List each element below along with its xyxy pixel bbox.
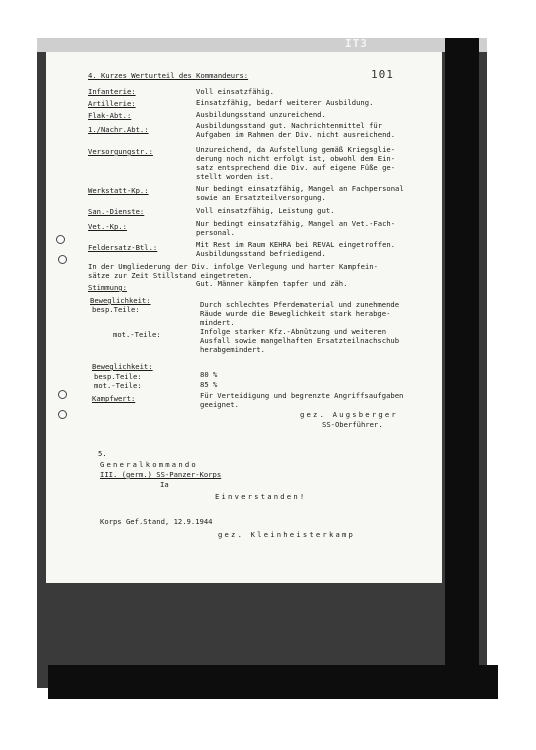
endorsement-einverstanden: Einverstanden! <box>215 492 307 501</box>
unit-text-nachr: Ausbildungsstand gut. Nachrichtenmittel für <box>196 121 383 130</box>
unit-label-flak: Flak-Abt.: <box>88 111 132 120</box>
beweglichkeit-label: Beweglichkeit: <box>90 296 151 305</box>
endorsement-place-date: Korps Gef.Stand, 12.9.1944 <box>100 517 213 526</box>
unit-label-san: San.-Dienste: <box>88 207 145 216</box>
paragraph-line: In der Umgliederung der Div. infolge Verlegung und harter Kampfein- <box>88 262 378 271</box>
mot-teile-label: mot.-Teile: <box>94 381 142 390</box>
paragraph-line: sätze zur Zeit Stillstand eingetreten. <box>88 271 253 280</box>
mot-teile-text: Ausfall sowie mangelhaften Ersatzteilnachschub <box>200 336 400 345</box>
unit-text-versorgung: derung noch nicht erfolgt ist, obwohl dem Ein- <box>196 154 396 163</box>
unit-label-vet: Vet.-Kp.: <box>88 222 127 231</box>
unit-label-versorgung: Versorgungstr.: <box>88 147 153 156</box>
unit-text-versorgung: Unzureichend, da Aufstellung gemäß Kriegsglie- <box>196 145 396 154</box>
unit-text-vet: Nur bedingt einsatzfähig, Mangel an Vet.-Fach- <box>196 219 396 228</box>
endorsement-generalkommando: Generalkommando <box>100 460 198 469</box>
mot-teile-text: Infolge starker Kfz.-Abnützung und weiteren <box>200 327 387 336</box>
unit-text-versorgung: stellt worden ist. <box>196 172 274 181</box>
unit-text-nachr: Aufgaben im Rahmen der Div. nicht ausreichend. <box>196 130 396 139</box>
section-heading: 4. Kurzes Werturteil des Kommandeurs: <box>88 71 249 80</box>
unit-label-nachr: 1./Nachr.Abt.: <box>88 125 149 134</box>
endorsement-number: 5. <box>98 449 107 458</box>
punch-hole <box>58 255 67 264</box>
film-edge-mark: IT3 <box>345 37 368 50</box>
unit-text-infanterie: Voll einsatzfähig. <box>196 87 274 96</box>
besp-teile-text: Durch schlechtes Pferdematerial und zunehmende <box>200 300 400 309</box>
punch-hole <box>56 235 65 244</box>
page-number: 101 <box>371 68 394 81</box>
kampfwert-label: Kampfwert: <box>92 394 136 403</box>
besp-teile-text: mindert. <box>200 318 235 327</box>
unit-text-werkstatt: Nur bedingt einsatzfähig, Mangel an Fachpersonal <box>196 184 404 193</box>
film-bottom-stripe <box>48 665 498 699</box>
unit-text-versorgung: satz entsprechend die Div. auf eigene Füße ge- <box>196 163 396 172</box>
unit-label-feldersatz: Feldersatz-Btl.: <box>88 243 158 252</box>
unit-label-werkstatt: Werkstatt-Kp.: <box>88 186 149 195</box>
stimmung-text: Gut. Männer kämpfen tapfer und zäh. <box>196 279 348 288</box>
besp-teile-value: 80 % <box>200 370 218 379</box>
besp-teile-label: besp.Teile: <box>92 305 140 314</box>
unit-text-artillerie: Einsatzfähig, bedarf weiterer Ausbildung. <box>196 98 374 107</box>
stimmung-label: Stimmung: <box>88 283 127 292</box>
kampfwert-text: geeignet. <box>200 400 239 409</box>
unit-text-flak: Ausbildungsstand unzureichend. <box>196 110 326 119</box>
unit-label-infanterie: Infanterie: <box>88 87 136 96</box>
mot-teile-label: mot.-Teile: <box>113 330 161 339</box>
signature-augsberger: gez. Augsberger <box>300 410 398 419</box>
film-top-edge <box>37 38 487 52</box>
mot-teile-text: herabgemindert. <box>200 345 265 354</box>
unit-text-werkstatt: sowie an Ersatzteilversorgung. <box>196 193 326 202</box>
unit-text-feldersatz: Mit Rest im Raum KEHRA bei REVAL eingetroffen. <box>196 240 396 249</box>
endorsement-korps: III. (germ.) SS-Panzer-Korps <box>100 470 222 479</box>
besp-teile-text: Räude wurde die Beweglichkeit stark herabge- <box>200 309 391 318</box>
signature-kleinheisterkamp: gez. Kleinheisterkamp <box>218 530 356 539</box>
mot-teile-value: 85 % <box>200 380 218 389</box>
unit-label-artillerie: Artillerie: <box>88 99 136 108</box>
punch-hole <box>58 410 67 419</box>
unit-text-feldersatz: Ausbildungsstand befriedigend. <box>196 249 326 258</box>
film-right-stripe <box>445 38 479 678</box>
signature-rank: SS-Oberführer. <box>322 420 383 429</box>
endorsement-ia: Ia <box>160 480 169 489</box>
unit-text-san: Voll einsatzfähig, Leistung gut. <box>196 206 335 215</box>
kampfwert-text: Für Verteidigung und begrenzte Angriffsaufgaben <box>200 391 404 400</box>
besp-teile-label: besp.Teile: <box>94 372 142 381</box>
unit-text-vet: personal. <box>196 228 235 237</box>
beweglichkeit-label: Beweglichkeit: <box>92 362 153 371</box>
punch-hole <box>58 390 67 399</box>
